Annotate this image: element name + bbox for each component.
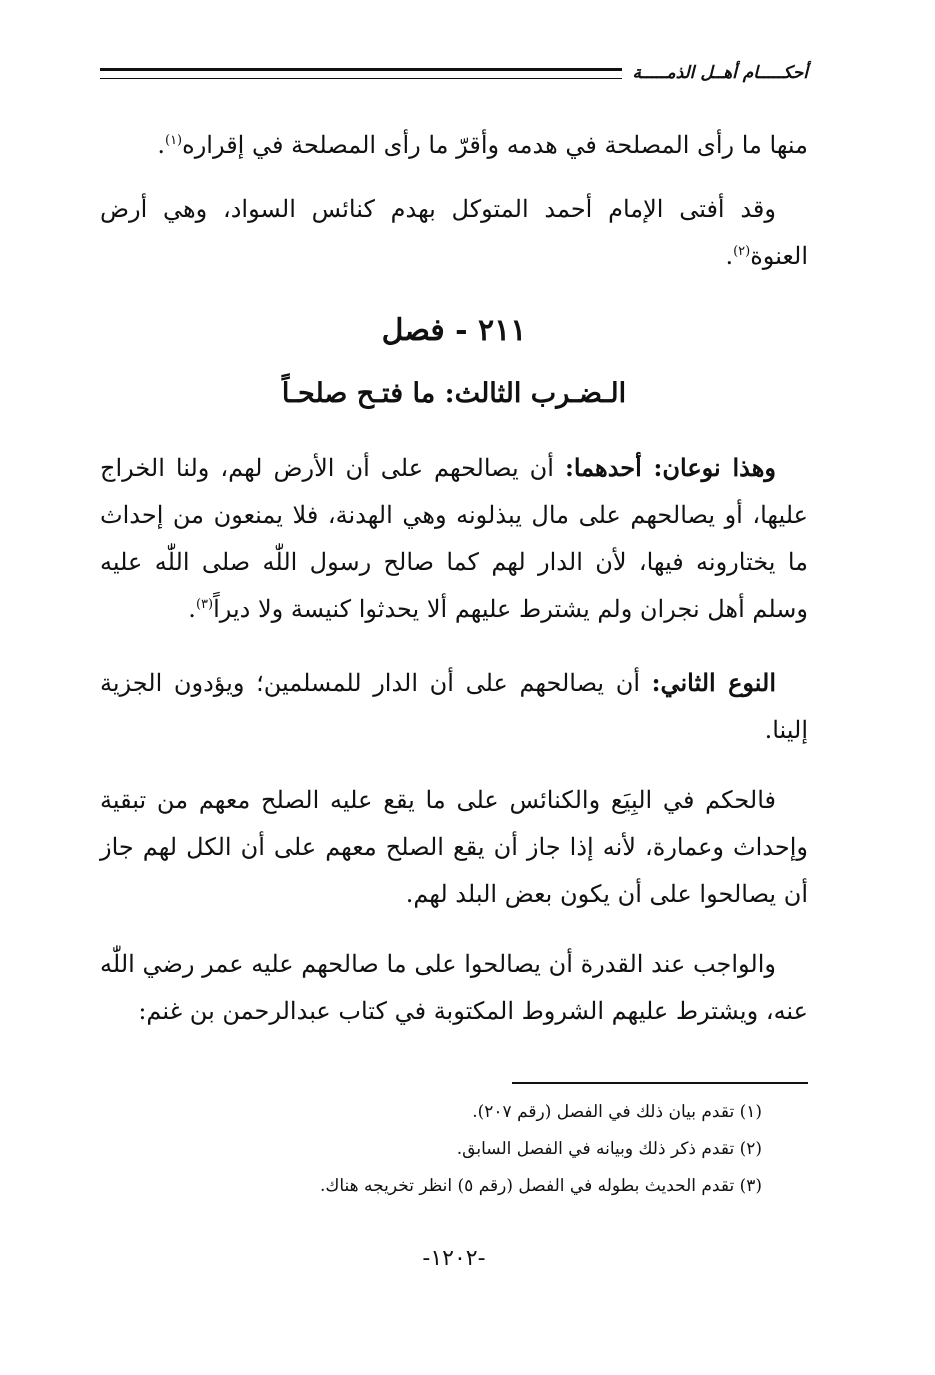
- footnote-3: (٣) تقدم الحديث بطوله في الفصل (رقم ٥) انظر تخريجه هناك.: [319, 1176, 762, 1196]
- page-number: -١٢٠٢-: [422, 1246, 486, 1271]
- paragraph-4-text: أن يصالحهم على أن الدار للمسلمين؛ ويؤدون الجزية إلينا.: [100, 669, 808, 744]
- section-number-heading: ٢١١ - فصل: [381, 313, 527, 348]
- footnote-separator: [512, 1082, 808, 1084]
- paragraph-5: [100, 777, 808, 918]
- paragraph-1: [100, 122, 808, 169]
- paragraph-3-end: .: [188, 595, 196, 623]
- section-subtitle-heading: الـضـرب الثالث: ما فتـح صلحـاً: [281, 378, 627, 409]
- paragraph-2-end: .: [725, 242, 734, 270]
- paragraph-6: [100, 941, 808, 1035]
- paragraph-1-end: .: [157, 131, 165, 159]
- footnote-ref-2: (٢): [733, 244, 751, 259]
- book-page: [100, 58, 808, 1358]
- footnote-ref-1: (١): [164, 133, 183, 148]
- paragraph-2-text: وقد أفتى الإمام أحمد المتوكل بهدم كنائس السواد، وهي أرض العنوة: [100, 195, 808, 270]
- footnote-1: (١) تقدم بيان ذلك في الفصل (رقم ٢٠٧).: [472, 1102, 762, 1122]
- paragraph-3: [100, 444, 808, 633]
- paragraph-5-text: فالحكم في البِيَع والكنائس على ما يقع عليه الصلح معهم من تبقية وإحداث وعمارة، لأنه إذا جاز أن يقع الصلح معهم على أن الكل لهم جاز أن يصالحوا على أن يكون بعض البلد لهم.: [100, 786, 808, 908]
- paragraph-6-text: والواجب عند القدرة أن يصالحوا على ما صالحهم عليه عمر رضي اللّٰه عنه، ويشترط عليهم الشروط المكتوبة في كتاب عبدالرحمن بن غنم:: [100, 950, 808, 1025]
- footnotes-list: [100, 1094, 808, 1205]
- running-header-title: أحكـــــام أهــل الذمـــــة: [632, 63, 808, 83]
- paragraph-3-lead: وهذا نوعان: أحدهما:: [565, 453, 776, 482]
- footnote-ref-3: (٣): [195, 597, 214, 612]
- paragraph-2: [100, 186, 808, 280]
- paragraph-4-lead: النوع الثاني:: [651, 668, 777, 697]
- paragraph-3-text: أن يصالحهم على أن الأرض لهم، ولنا الخراج عليها، أو يصالحهم على مال يبذلونه وهي الهدنة، فلا يمنعون من إحداث ما يختارونه فيها، لأن الدار لهم كما صالح رسول اللّٰه صلى اللّٰه عليه وسلم أهل نجران ولم يشترط عليهم ألا يحدثوا كنيسة ولا ديراً: [100, 454, 808, 623]
- paragraph-1-text: منها ما رأى المصلحة في هدمه وأقرّ ما رأى المصلحة في إقراره: [182, 131, 808, 159]
- footnote-2: (٢) تقدم ذكر ذلك وبيانه في الفصل السابق.: [456, 1139, 762, 1159]
- header-double-rule: [100, 68, 622, 79]
- paragraph-4: [100, 659, 808, 754]
- running-header: [100, 58, 808, 88]
